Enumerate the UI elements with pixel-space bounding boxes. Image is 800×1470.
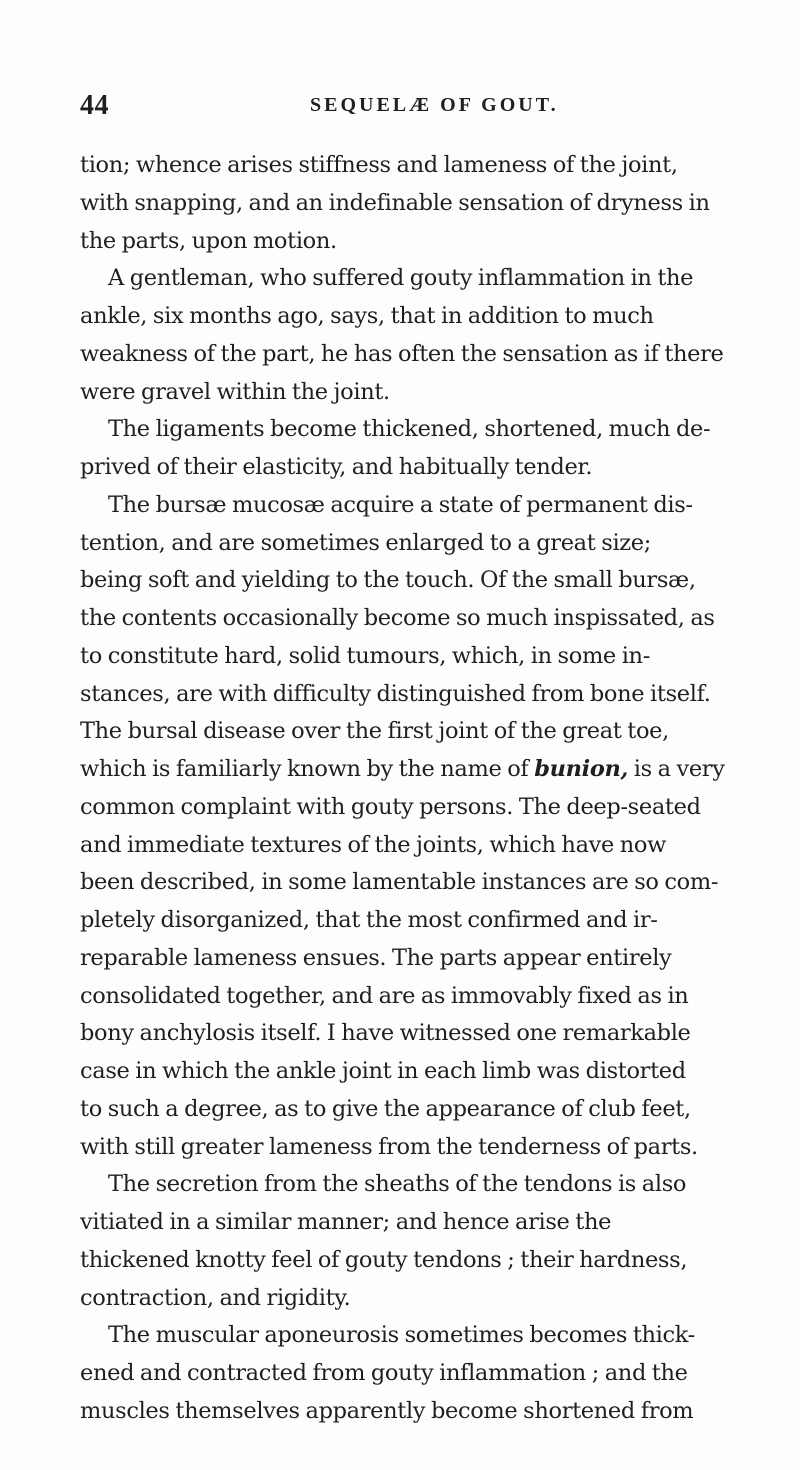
text-line: case in which the ankle joint in each limb was distorted — [80, 1058, 686, 1084]
text-line: weakness of the part, he has often the sensation as if there — [80, 340, 724, 367]
text-line: pletely disorganized, that the most confirmed and ir- — [80, 907, 658, 933]
text-segment: is a very — [627, 756, 725, 782]
text-line: tention, and are sometimes enlarged to a great size; — [80, 529, 651, 556]
text-line: ankle, six months ago, says, that in addition to much — [80, 303, 654, 329]
text-line: The muscular aponeurosis sometimes becomes thick- — [108, 1322, 695, 1349]
text-line: ened and contracted from gouty inflammation ; and the — [80, 1360, 688, 1386]
text-line — [80, 751, 725, 789]
text-line: reparable lameness ensues. The parts appear entirely — [80, 944, 672, 971]
text-line: being soft and yielding to the touch. Of the small bursæ, — [80, 567, 696, 594]
running-title: SEQUELÆ OF GOUT. — [310, 94, 559, 116]
text-line: thickened knotty feel of gouty tendons ; their hardness, — [80, 1246, 688, 1273]
text-line: vitiated in a similar manner; and hence arise the — [80, 1209, 612, 1235]
text-line: tion; whence arises stiffness and lameness of the joint, — [80, 152, 678, 178]
italic-term: bunion, — [534, 756, 628, 782]
text-line: and immediate textures of the joints, which have now — [80, 831, 667, 858]
text-line: with snapping, and an indefinable sensation of dryness in — [80, 189, 710, 216]
text-line: the parts, upon motion. — [80, 227, 337, 254]
text-line: been described, in some lamentable instances are so com- — [80, 869, 719, 896]
text-line: A gentleman, who suffered gouty inflammation in the — [108, 265, 694, 292]
page-number: 44 — [80, 90, 109, 121]
text-line: muscles themselves apparently become shortened from — [80, 1397, 694, 1424]
text-segment: which is familiarly known by the name of — [80, 756, 535, 782]
text-line: The secretion from the sheaths of the tendons is also — [108, 1171, 687, 1198]
body-text — [80, 147, 725, 1431]
text-line: common complaint with gouty persons. The deep-seated — [80, 793, 701, 820]
text-line: The ligaments become thickened, shortened, much de- — [108, 416, 711, 443]
text-line: to such a degree, as to give the appearance of club feet, — [80, 1095, 691, 1122]
text-line: stances, are with difficulty distinguished from bone itself. — [80, 680, 711, 707]
text-line: the contents occasionally become so much inspissated, as — [80, 605, 715, 631]
text-line: were gravel within the joint. — [80, 378, 390, 405]
text-line: The bursæ mucosæ acquire a state of permanent dis- — [108, 491, 693, 518]
text-line: contraction, and rigidity. — [80, 1284, 351, 1311]
text-line: bony anchylosis itself. I have witnessed one remarkable — [80, 1020, 691, 1047]
text-line: consolidated together, and are as immovably fixed as in — [80, 982, 689, 1009]
text-line: with still greater lameness from the tenderness of parts. — [80, 1133, 698, 1160]
text-line: to constitute hard, solid tumours, which, in some in- — [80, 642, 650, 669]
text-line: The bursal disease over the first joint of the great toe, — [80, 718, 669, 745]
running-head — [80, 90, 720, 124]
text-line: prived of their elasticity, and habitually tender. — [80, 454, 593, 480]
